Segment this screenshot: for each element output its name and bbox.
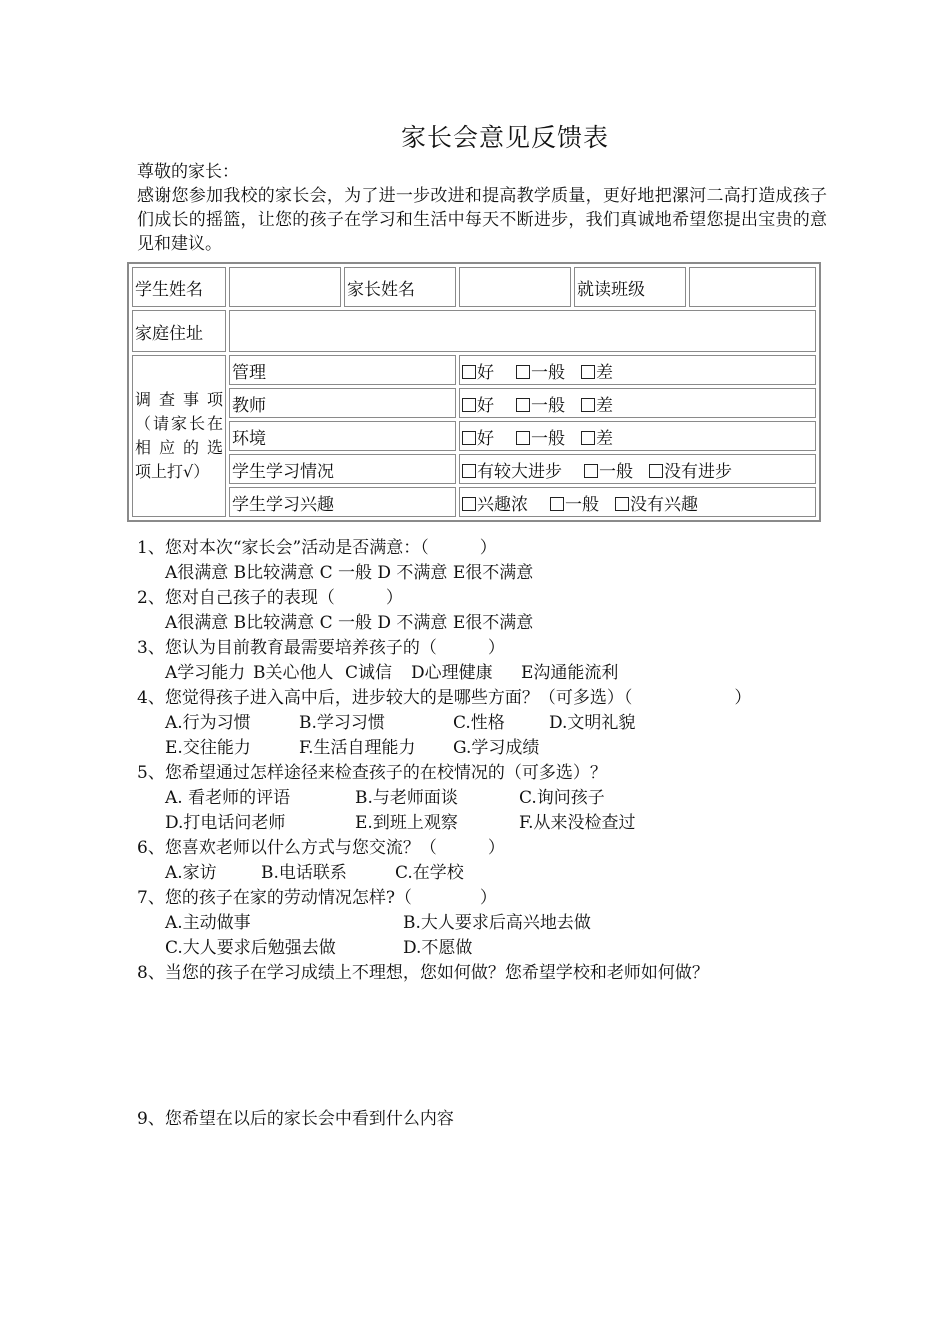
intro-paragraph: 感谢您参加我校的家长会，为了进一步改进和提高教学质量，更好地把漯河二高打造成孩子们成长的摇篮，让您的孩子在学习和生活中每天不断进步，我们真诚地希望您提出宝贵的意见和建议。 [137,186,827,254]
answer-option[interactable]: F.生活自理能力 [299,738,416,758]
survey-options [459,355,816,385]
answer-option[interactable]: E.交往能力 [165,738,251,758]
survey-option[interactable] [581,396,613,416]
survey-option[interactable] [581,363,613,383]
answer-option[interactable]: A学习能力 [165,663,246,683]
survey-option[interactable] [516,363,565,383]
answer-option[interactable]: A很满意 B比较满意 C 一般 D 不满意 E很不满意 [165,563,534,583]
parent-name-label: 家长姓名 [344,267,456,307]
survey-option-label: 差 [596,362,613,383]
answer-option[interactable]: C.性格 [453,713,505,733]
answer-options-row [137,911,817,936]
answer-option[interactable]: A. 看老师的评语 [165,788,291,808]
question-3: 3、您认为目前教育最需要培养孩子的（ ） [137,638,505,658]
survey-option-label: 一般 [531,428,565,449]
survey-row [132,421,816,451]
greeting: 尊敬的家长： [137,162,239,182]
checkbox-icon[interactable] [584,464,598,478]
survey-option[interactable] [550,495,599,515]
question-2: 2、您对自己孩子的表现（ ） [137,588,403,608]
survey-option-label: 没有兴趣 [630,494,698,515]
student-name-field[interactable] [229,267,341,307]
question-list [137,536,817,986]
survey-options [459,454,816,484]
answer-option[interactable]: D心理健康 [411,663,493,683]
checkbox-icon[interactable] [581,431,595,445]
answer-options-row [137,936,817,961]
survey-option[interactable] [462,429,494,449]
question-5: 5、您希望通过怎样途径来检查孩子的在校情况的（可多选）？ [137,763,607,783]
survey-option[interactable] [516,429,565,449]
checkbox-icon[interactable] [462,431,476,445]
survey-row [132,388,816,418]
page-title: 家长会意见反馈表 [400,123,609,152]
checkbox-icon[interactable] [581,398,595,412]
survey-option[interactable] [462,495,528,515]
survey-item-label: 环境 [229,421,456,451]
survey-option[interactable] [462,363,494,383]
survey-row [132,454,816,484]
survey-option[interactable] [462,396,494,416]
answer-option[interactable]: A.主动做事 [165,913,251,933]
question-1: 1、您对本次“家长会”活动是否满意：（ ） [137,538,497,558]
survey-option[interactable] [516,396,565,416]
survey-option-label: 好 [477,428,494,449]
checkbox-icon[interactable] [516,365,530,379]
answer-options-row [137,861,817,886]
checkbox-icon[interactable] [462,497,476,511]
question-6: 6、您喜欢老师以什么方式与您交流？（ ） [137,838,505,858]
answer-option[interactable]: A.家访 [165,863,217,883]
question-4: 4、您觉得孩子进入高中后，进步较大的是哪些方面？（可多选）（ ） [137,688,752,708]
checkbox-icon[interactable] [550,497,564,511]
answer-options-row [137,561,817,586]
question-8: 8、当您的孩子在学习成绩上不理想，您如何做？您希望学校和老师如何做？ [137,963,709,983]
checkbox-icon[interactable] [649,464,663,478]
survey-option-label: 好 [477,395,494,416]
answer-option[interactable]: E沟通能流利 [521,663,619,683]
intro-section [137,160,827,256]
student-name-label: 学生姓名 [132,267,226,307]
answer-option[interactable]: B.与老师面谈 [355,788,458,808]
survey-option-label: 一般 [599,461,633,482]
answer-option[interactable]: C.大人要求后勉强去做 [165,938,336,958]
survey-option-label: 兴趣浓 [477,494,528,515]
survey-option[interactable] [584,462,633,482]
survey-options [459,487,816,517]
checkbox-icon[interactable] [516,431,530,445]
class-label: 就读班级 [574,267,686,307]
survey-option-label: 差 [596,395,613,416]
survey-options [459,388,816,418]
survey-row [132,355,816,385]
answer-options-row [137,736,817,761]
survey-row [132,487,816,517]
answer-options-row [137,711,817,736]
answer-option[interactable]: D.打电话问老师 [165,813,286,833]
survey-option-label: 差 [596,428,613,449]
answer-options-row [137,661,817,686]
survey-section [132,355,816,517]
answer-option[interactable]: E.到班上观察 [355,813,458,833]
checkbox-icon[interactable] [462,398,476,412]
checkbox-icon[interactable] [462,464,476,478]
checkbox-icon[interactable] [615,497,629,511]
survey-option-label: 一般 [565,494,599,515]
parent-name-field[interactable] [459,267,571,307]
answer-options-row [137,786,817,811]
answer-option[interactable]: D.不愿做 [403,938,473,958]
survey-option[interactable] [615,495,698,515]
answer-option[interactable]: C.询问孩子 [519,788,605,808]
survey-item-label: 学生学习兴趣 [229,487,456,517]
answer-options-row [137,611,817,636]
survey-item-label: 管理 [229,355,456,385]
survey-options [459,421,816,451]
answer-option[interactable]: F.从来没检查过 [519,813,636,833]
class-field[interactable] [689,267,816,307]
survey-option-label: 一般 [531,362,565,383]
address-label: 家庭住址 [132,310,226,352]
survey-label: 调 查 事 项（请家长在相 应 的 选项上打√） [132,355,226,517]
survey-item-label: 学生学习情况 [229,454,456,484]
answer-option[interactable]: A很满意 B比较满意 C 一般 D 不满意 E很不满意 [165,613,534,633]
answer-option[interactable]: C.在学校 [395,863,464,883]
survey-option-label: 一般 [531,395,565,416]
answer-option[interactable]: B.学习习惯 [299,713,385,733]
answer-option[interactable]: B.大人要求后高兴地去做 [403,913,591,933]
checkbox-icon[interactable] [581,365,595,379]
answer-option[interactable]: D.文明礼貌 [549,713,636,733]
survey-item-label: 教师 [229,388,456,418]
answer-options-row [137,811,817,836]
answer-option[interactable]: B关心他人 [253,663,334,683]
survey-option-label: 有较大进步 [477,461,562,482]
survey-option[interactable] [462,462,562,482]
answer-option[interactable]: G.学习成绩 [453,738,540,758]
question-9: 9、您希望在以后的家长会中看到什么内容 [137,1109,454,1129]
answer-option[interactable]: B.电话联系 [261,863,347,883]
info-table [127,262,821,522]
survey-option[interactable] [649,462,732,482]
question-7: 7、您的孩子在家的劳动情况怎样?（ ） [137,888,497,908]
answer-option[interactable]: A.行为习惯 [165,713,251,733]
checkbox-icon[interactable] [462,365,476,379]
address-field[interactable] [229,310,816,352]
survey-option-label: 没有进步 [664,461,732,482]
answer-option[interactable]: C诚信 [345,663,393,683]
survey-option[interactable] [581,429,613,449]
checkbox-icon[interactable] [516,398,530,412]
survey-option-label: 好 [477,362,494,383]
